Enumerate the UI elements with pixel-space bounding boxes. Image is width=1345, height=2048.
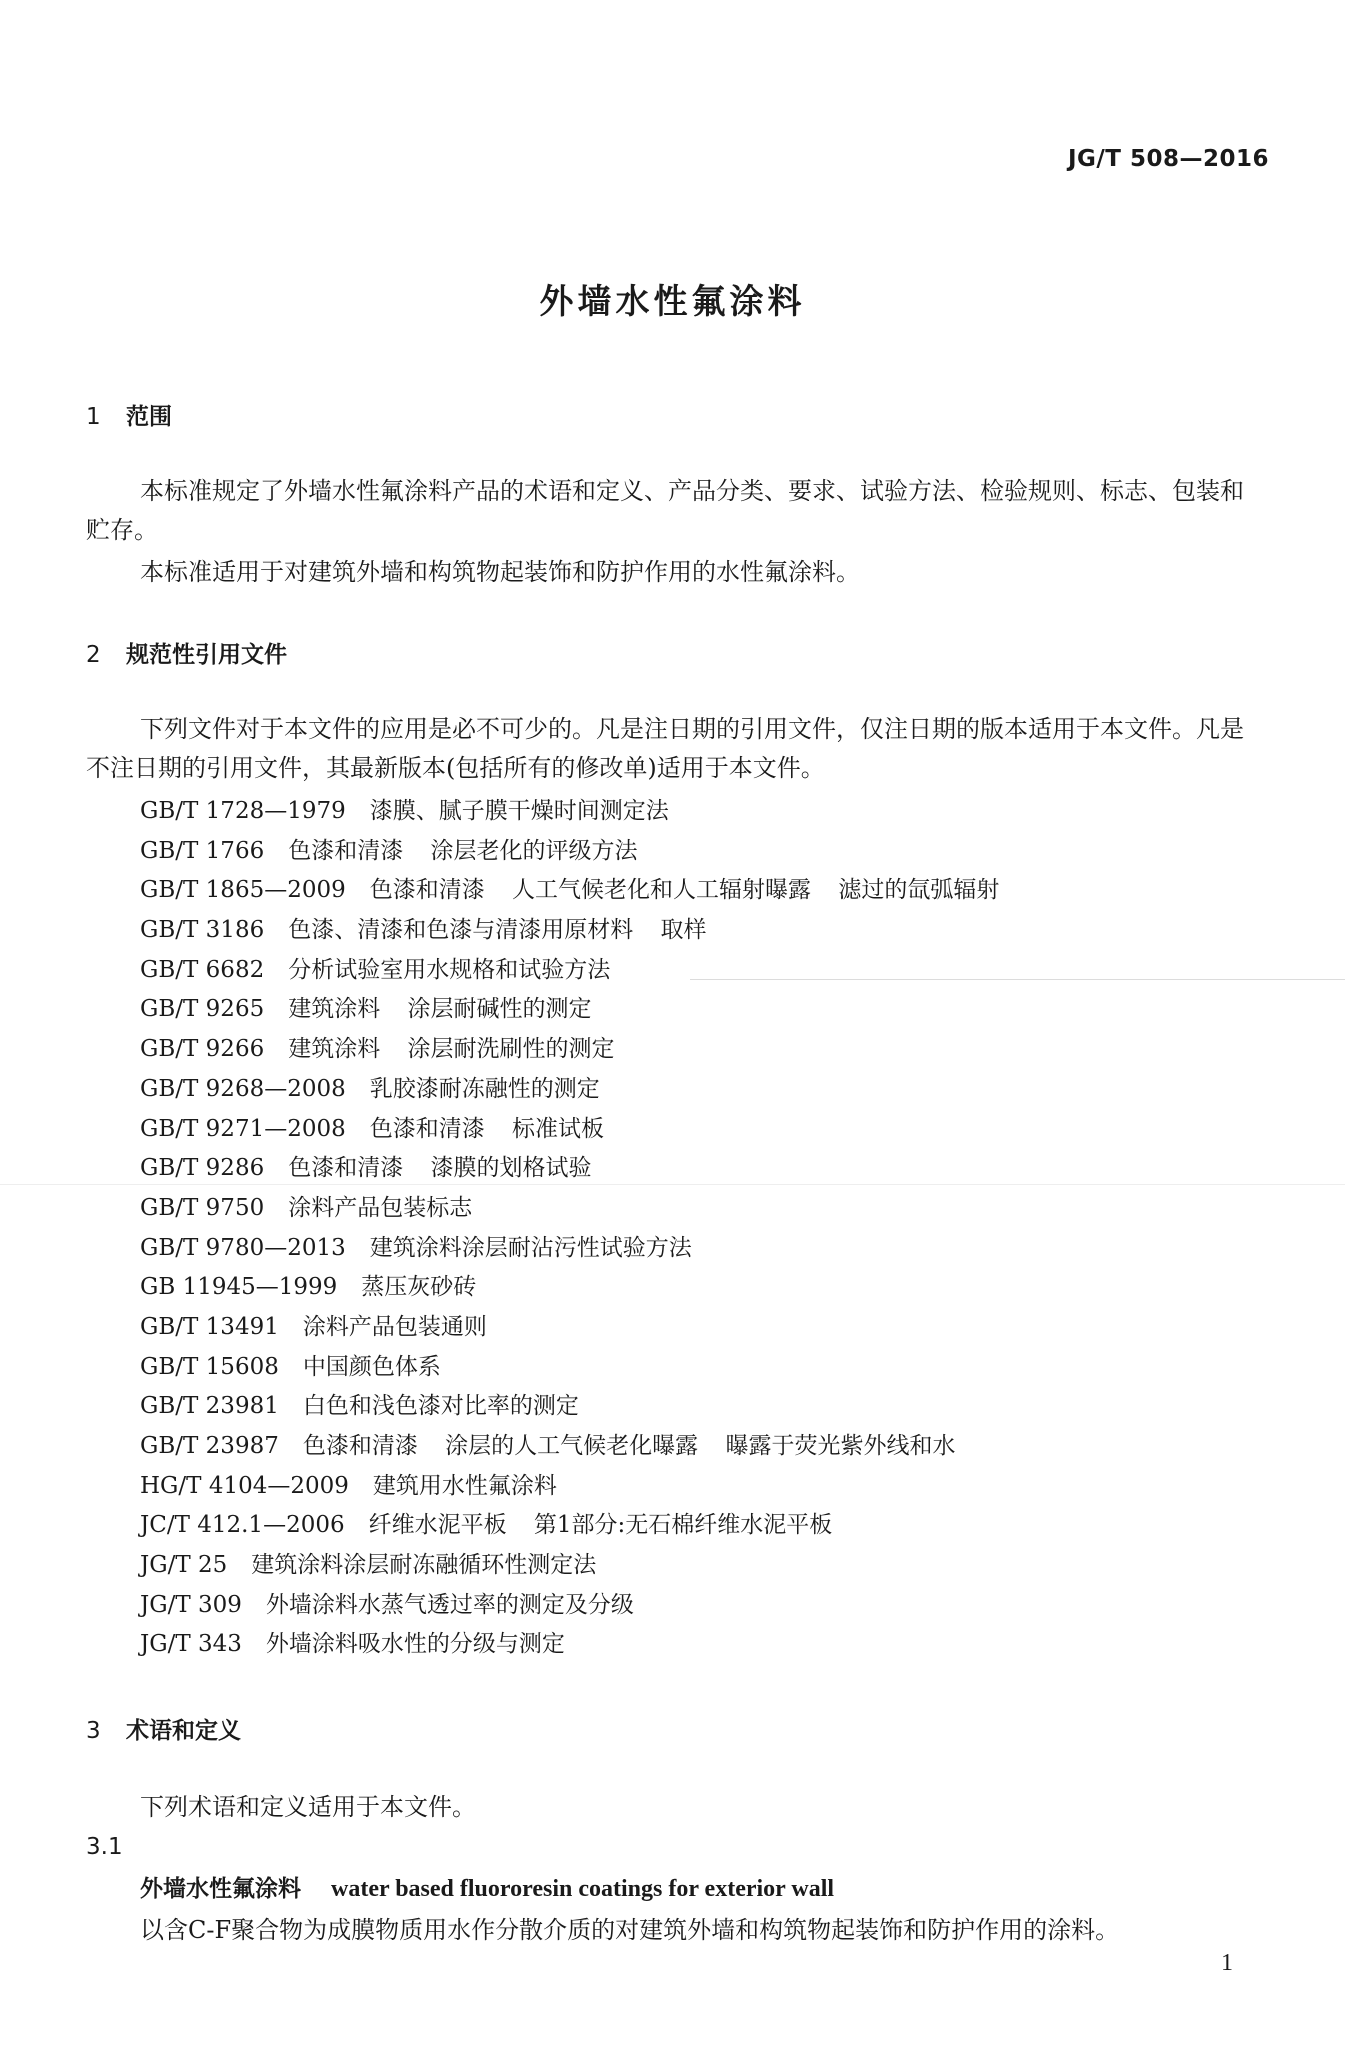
term-name-en: water based fluororesin coatings for exterior wall <box>331 1876 835 1902</box>
reference-item <box>140 1030 999 1070</box>
reference-item <box>140 1229 999 1269</box>
reference-code: GB/T 1766 <box>140 837 265 864</box>
reference-item <box>140 832 999 872</box>
reference-title: 外墙涂料水蒸气透过率的测定及分级 <box>265 1591 634 1618</box>
reference-code: GB/T 6682 <box>140 956 265 983</box>
reference-item <box>140 1467 999 1507</box>
reference-title: 乳胶漆耐冻融性的测定 <box>369 1075 600 1102</box>
reference-code: GB/T 1865—2009 <box>140 877 346 904</box>
reference-title: 色漆和清漆 漆膜的划格试验 <box>288 1155 592 1182</box>
reference-title: 色漆、清漆和色漆与清漆用原材料 取样 <box>288 917 707 944</box>
reference-title: 白色和浅色漆对比率的测定 <box>302 1393 579 1420</box>
standard-number: JG/T 508—2016 <box>1067 146 1269 172</box>
reference-title: 建筑涂料 涂层耐洗刷性的测定 <box>288 1036 615 1063</box>
reference-title: 纤维水泥平板 第1部分:无石棉纤维水泥平板 <box>368 1512 833 1539</box>
reference-code: GB/T 23987 <box>140 1433 279 1459</box>
reference-item <box>140 1546 999 1586</box>
term-number: 3.1 <box>86 1834 123 1860</box>
term-name-zh: 外墙水性氟涂料 <box>140 1876 301 1902</box>
reference-item <box>140 1348 999 1388</box>
reference-code: JC/T 412.1—2006 <box>140 1512 345 1539</box>
reference-code: GB/T 9286 <box>140 1155 265 1182</box>
section-2-number: 2 <box>86 642 101 668</box>
page-number: 1 <box>1221 1950 1233 1976</box>
reference-code: JG/T 25 <box>140 1552 228 1579</box>
reference-code: GB/T 3186 <box>140 917 265 944</box>
section-1-number: 1 <box>86 404 101 430</box>
reference-title: 建筑涂料涂层耐冻融循环性测定法 <box>251 1552 597 1579</box>
reference-code: GB/T 23981 <box>140 1393 279 1420</box>
reference-code: GB/T 9780—2013 <box>140 1234 346 1261</box>
section-1-paragraph-2: 本标准适用于对建筑外墙和构筑物起装饰和防护作用的水性氟涂料。 <box>140 558 860 586</box>
reference-title: 色漆和清漆 涂层老化的评级方法 <box>288 837 638 864</box>
reference-code: GB/T 9266 <box>140 1036 265 1063</box>
reference-code: GB 11945—1999 <box>140 1274 338 1301</box>
reference-title: 建筑涂料涂层耐沾污性试验方法 <box>369 1234 692 1261</box>
reference-code: GB/T 15608 <box>140 1353 279 1380</box>
reference-code: GB/T 1728—1979 <box>140 798 346 824</box>
reference-item <box>140 1427 999 1467</box>
scan-artifact-line <box>690 979 1345 980</box>
reference-item <box>140 871 999 911</box>
reference-title: 色漆和清漆 涂层的人工气候老化曝露 曝露于荧光紫外线和水 <box>302 1433 956 1459</box>
reference-item <box>140 1149 999 1189</box>
reference-title: 漆膜、腻子膜干燥时间测定法 <box>369 798 669 824</box>
reference-item <box>140 792 999 832</box>
reference-title: 分析试验室用水规格和试验方法 <box>288 956 611 983</box>
reference-item <box>140 1189 999 1229</box>
reference-title: 外墙涂料吸水性的分级与测定 <box>265 1631 565 1658</box>
reference-title: 涂料产品包装通则 <box>302 1313 487 1340</box>
reference-item <box>140 1308 999 1348</box>
reference-item <box>140 1070 999 1110</box>
reference-code: GB/T 9271—2008 <box>140 1115 346 1142</box>
reference-item <box>140 911 999 951</box>
reference-code: HG/T 4104—2009 <box>140 1472 349 1499</box>
reference-code: GB/T 9750 <box>140 1194 265 1221</box>
reference-title: 色漆和清漆 人工气候老化和人工辐射曝露 滤过的氙弧辐射 <box>369 877 1000 904</box>
reference-item <box>140 1586 999 1626</box>
reference-title: 建筑涂料 涂层耐碱性的测定 <box>288 996 592 1023</box>
reference-title: 中国颜色体系 <box>302 1353 441 1380</box>
reference-item <box>140 1387 999 1427</box>
reference-title: 涂料产品包装标志 <box>288 1194 473 1221</box>
reference-item <box>140 951 999 991</box>
term-definition: 以含C-F聚合物为成膜物质用水作分散介质的对建筑外墙和构筑物起装饰和防护作用的涂料。 <box>140 1916 1120 1944</box>
reference-code: GB/T 9265 <box>140 996 265 1023</box>
section-1-paragraph-1: 本标准规定了外墙水性氟涂料产品的术语和定义、产品分类、要求、试验方法、检验规则、标志、包装和贮存。 <box>86 477 1244 544</box>
reference-item <box>140 990 999 1030</box>
section-2-title: 规范性引用文件 <box>126 642 287 668</box>
section-3-intro: 下列术语和定义适用于本文件。 <box>140 1793 476 1821</box>
reference-title: 色漆和清漆 标准试板 <box>369 1115 605 1142</box>
section-1-heading <box>86 398 172 431</box>
reference-item <box>140 1110 999 1150</box>
reference-title: 蒸压灰砂砖 <box>361 1274 477 1301</box>
section-3-heading <box>86 1712 241 1745</box>
scan-artifact-line <box>0 1184 1345 1185</box>
reference-item <box>140 1625 999 1665</box>
reference-code: GB/T 9268—2008 <box>140 1075 346 1102</box>
reference-list <box>140 792 999 1665</box>
reference-item <box>140 1506 999 1546</box>
section-3-title: 术语和定义 <box>126 1718 241 1744</box>
section-2-intro: 下列文件对于本文件的应用是必不可少的。凡是注日期的引用文件，仅注日期的版本适用于本文件。凡是不注日期的引用文件，其最新版本(包括所有的修改单)适用于本文件。 <box>86 715 1244 782</box>
section-1-title: 范围 <box>126 404 172 430</box>
section-3-number: 3 <box>86 1718 101 1744</box>
term-heading <box>140 1870 834 1903</box>
reference-title: 建筑用水性氟涂料 <box>372 1472 557 1499</box>
reference-code: JG/T 343 <box>140 1631 242 1658</box>
reference-item <box>140 1268 999 1308</box>
reference-code: GB/T 13491 <box>140 1313 279 1340</box>
reference-code: JG/T 309 <box>140 1591 242 1618</box>
section-2-heading <box>86 636 287 669</box>
document-title: 外墙水性氟涂料 <box>539 282 806 322</box>
